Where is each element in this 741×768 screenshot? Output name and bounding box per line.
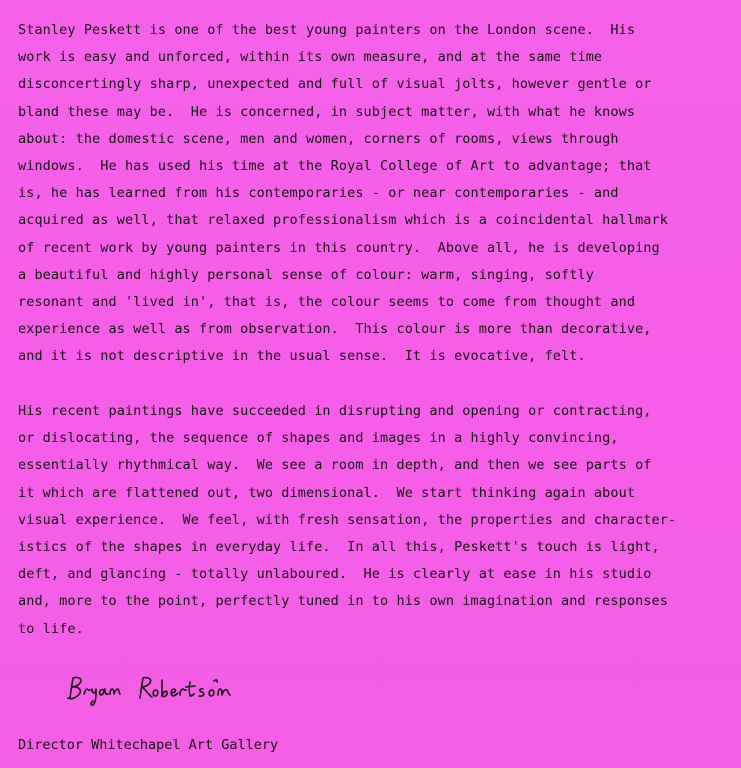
- text-line: experience as well as from observation. This colour is more than decorative,: [18, 321, 652, 338]
- text-line: of recent work by young painters in this country. Above all, he is developing: [18, 239, 660, 256]
- handwritten-signature: [62, 672, 262, 712]
- text-line: His recent paintings have succeeded in disrupting and opening or contracting,: [18, 403, 652, 419]
- text-line: and it is not descriptive in the usual sense. It is evocative, felt.: [18, 348, 586, 365]
- text-line: windows. He has used his time at the Royal College of Art to advantage; that: [18, 158, 652, 175]
- text-line: about: the domestic scene, men and women, corners of rooms, views through: [18, 130, 619, 147]
- text-line: bland these may be. He is concerned, in subject matter, with what he knows: [18, 103, 636, 120]
- text-line: essentially rhythmical way. We see a room in depth, and then we see parts of: [18, 457, 652, 474]
- text-line: acquired as well, that relaxed professionalism which is a coincidental hallmark: [18, 212, 668, 229]
- text-line: disconcertingly sharp, unexpected and full of visual jolts, however gentle or: [18, 76, 652, 93]
- text-line: and, more to the point, perfectly tuned in to his own imagination and responses: [18, 593, 668, 610]
- text-line: deft, and glancing - totally unlaboured. He is clearly at ease in his studio: [18, 566, 652, 583]
- text-line: visual experience. We feel, with fresh sensation, the properties and character-: [18, 511, 677, 528]
- text-line: Stanley Peskett is one of the best young painters on the London scene. His: [18, 22, 636, 38]
- text-line: it which are flattened out, two dimensional. We start thinking again about: [18, 484, 636, 501]
- text-line: a beautiful and highly personal sense of colour: warm, singing, softly: [18, 266, 594, 283]
- author-credit: Director Whitechapel Art Gallery: [18, 737, 279, 753]
- text-line: work is easy and unforced, within its own measure, and at the same time: [18, 49, 603, 66]
- body-paragraph-1: [18, 17, 668, 371]
- text-line: to life.: [18, 620, 84, 637]
- text-line: istics of the shapes in everyday life. In all this, Peskett's touch is light,: [18, 539, 660, 556]
- body-paragraph-2: [18, 398, 676, 643]
- text-line: or dislocating, the sequence of shapes and images in a highly convincing,: [18, 430, 619, 447]
- text-line: is, he has learned from his contemporaries - or near contemporaries - and: [18, 185, 619, 202]
- text-line: resonant and 'lived in', that is, the colour seems to come from thought and: [18, 294, 636, 311]
